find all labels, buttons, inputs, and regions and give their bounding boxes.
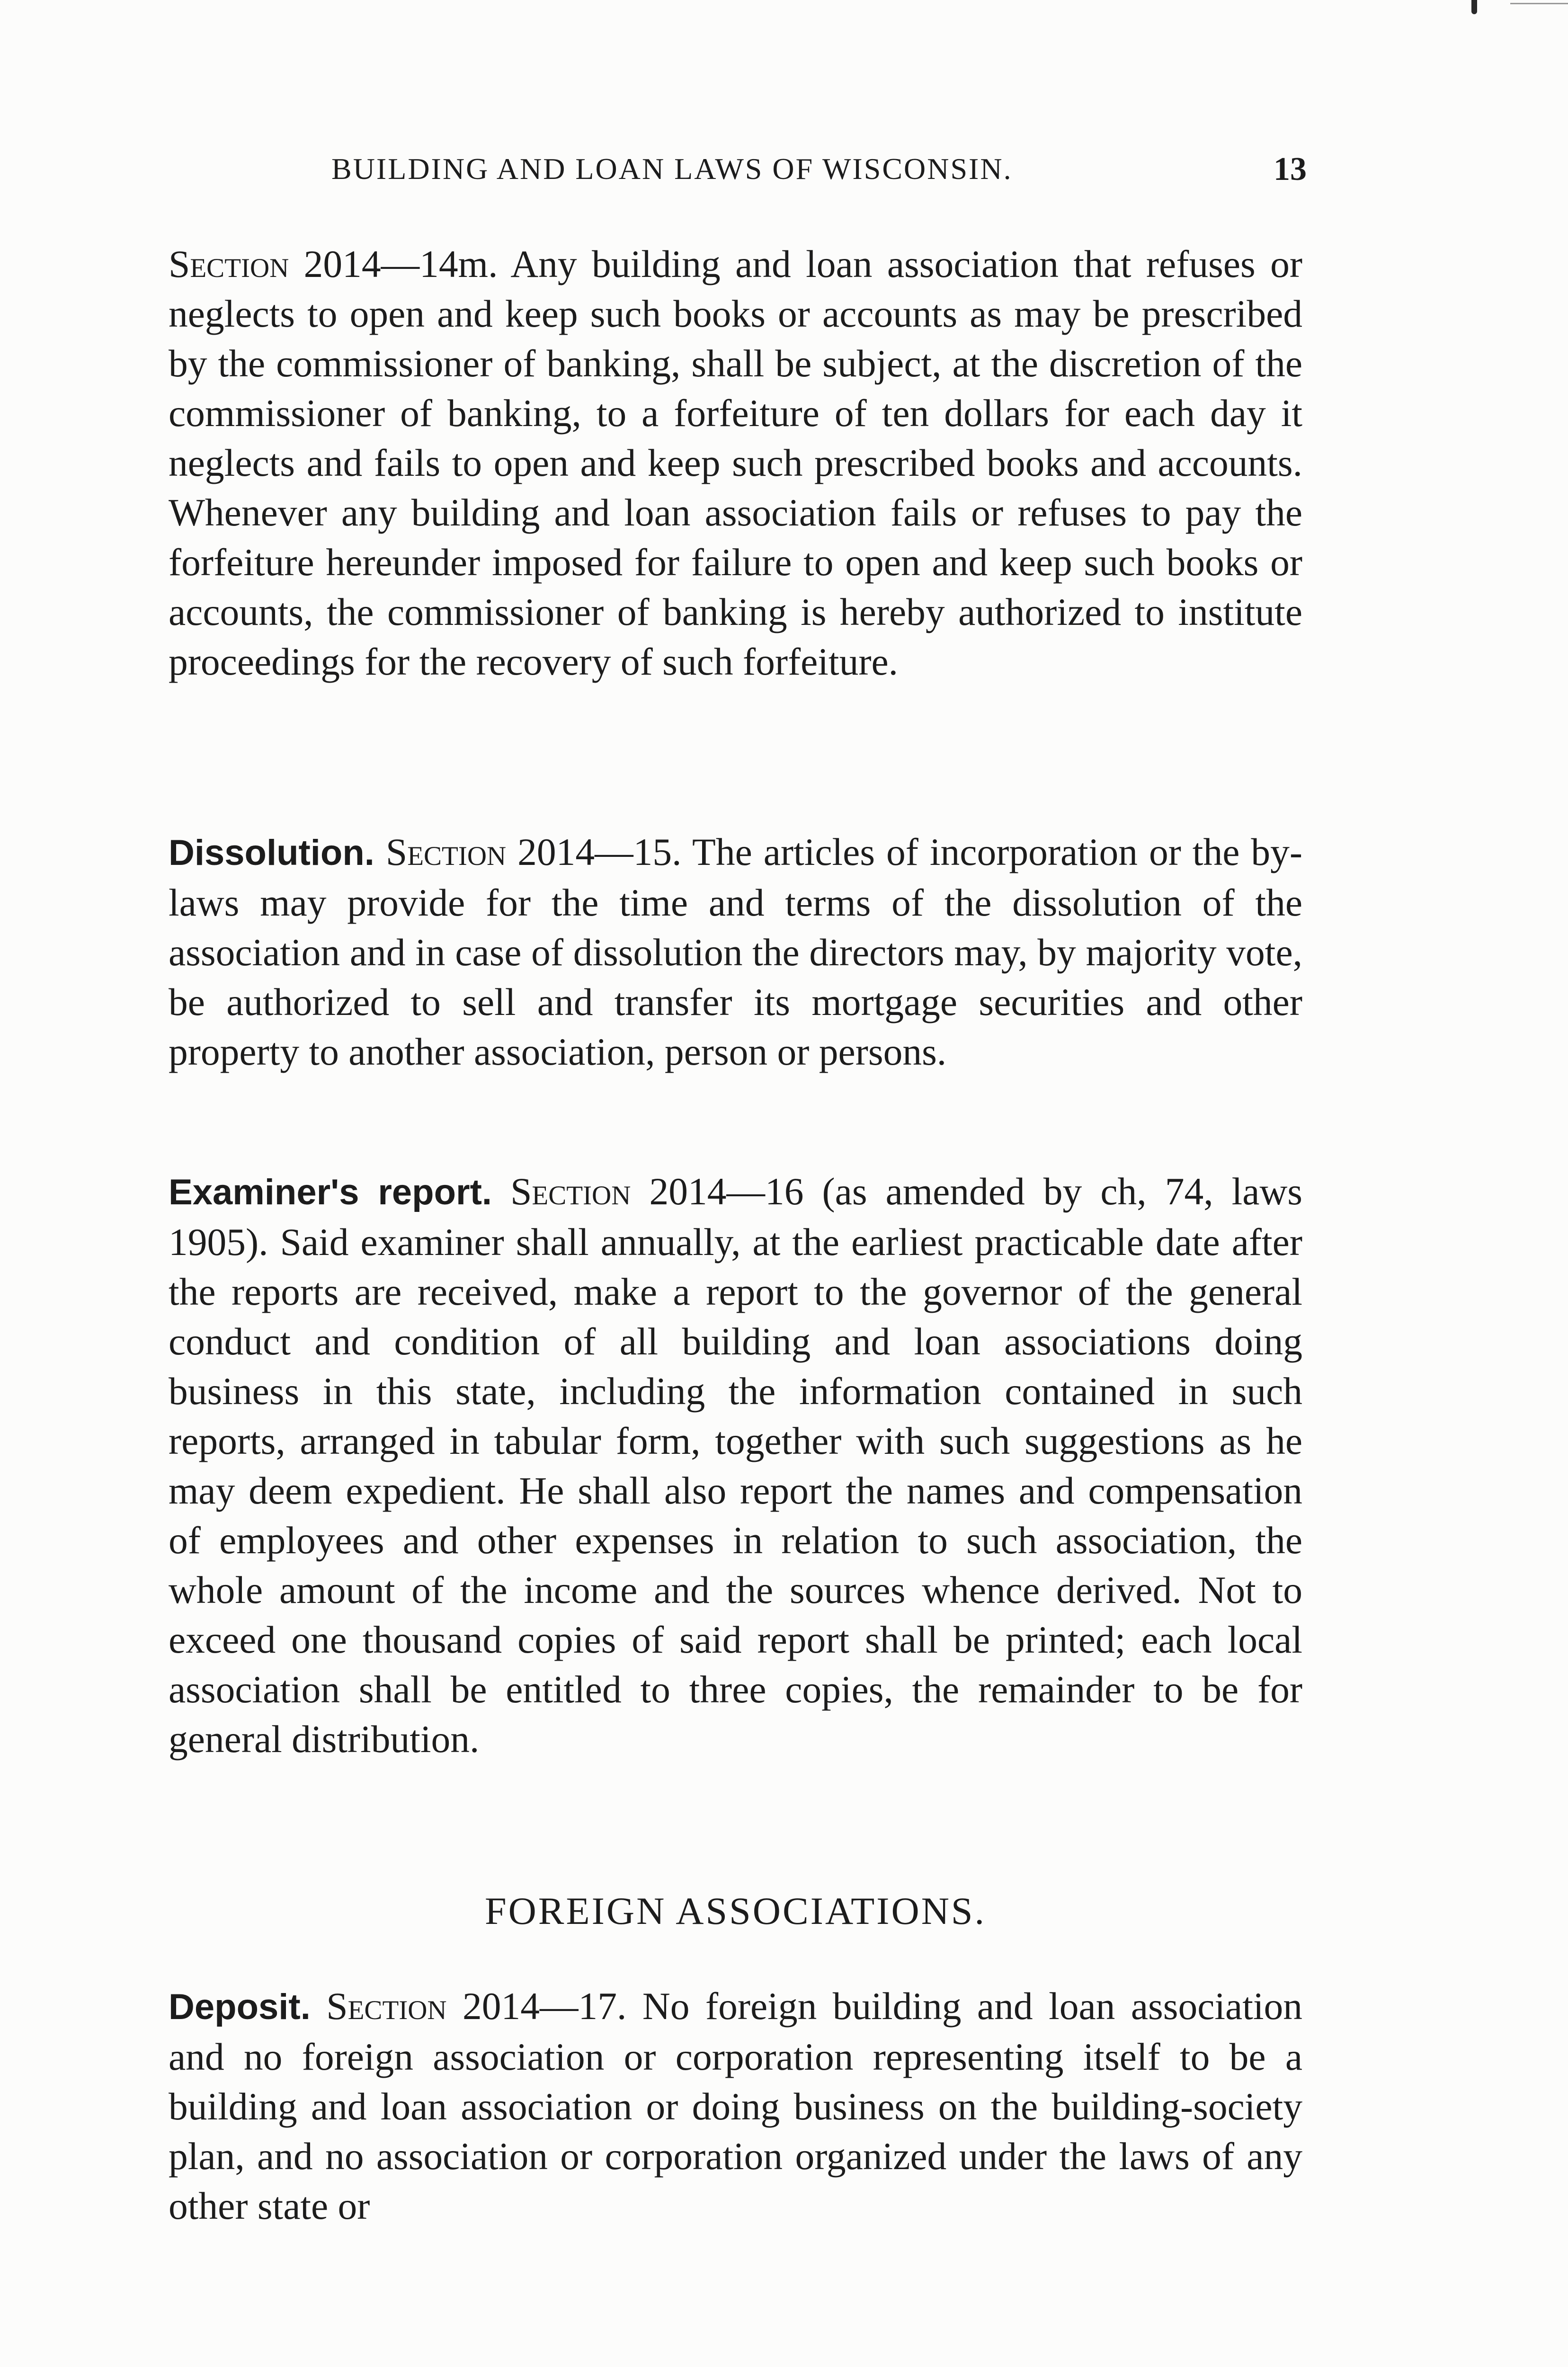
paragraph	[169, 1981, 1302, 2231]
page-number: 13	[1274, 151, 1307, 187]
section-2014-15	[169, 827, 1302, 1077]
section-number: 2014—14m.	[303, 242, 498, 285]
running-head: BUILDING AND LOAN LAWS OF WISCONSIN.	[331, 152, 1013, 186]
paragraph	[169, 239, 1302, 686]
side-heading-deposit: Deposit.	[169, 1987, 311, 2027]
section-2014-17	[169, 1981, 1302, 2231]
page-edge-line	[1510, 3, 1568, 4]
section-body: No foreign building and loan association and no foreign association or corporation representing itself to be a building and loan association or doing business on the building-society plan, and no association or corporation organized under the laws of any other state or	[169, 1984, 1302, 2227]
section-number: 2014—17.	[463, 1984, 627, 2028]
side-heading-examiners-report: Examiner's report.	[169, 1172, 492, 1212]
section-2014-14m	[169, 239, 1302, 686]
paragraph	[169, 1166, 1302, 1764]
section-number: 2014—16	[649, 1170, 804, 1213]
section-label: Section	[510, 1170, 631, 1213]
paragraph	[169, 827, 1302, 1077]
section-body: Any building and loan association that refuses or neglects to open and keep such books or accounts as may be prescribed by the commissioner of banking, shall be subject, at the discretion of the commissioner of banking, to a forfeiture of ten dollars for each day it neglects and fails to open and keep such prescribed books and accounts. Whenever any building and loan association fails or refuses to pay the forfeiture hereunder imposed for failure to open and keep such books or accounts, the commissioner of banking is hereby authorized to institute proceedings for the recovery of such forfeiture.	[169, 242, 1302, 683]
section-label: Section	[169, 242, 289, 285]
center-heading-foreign-associations: FOREIGN ASSOCIATIONS.	[484, 1889, 987, 1932]
section-body: (as amended by ch, 74, laws 1905). Said examiner shall annually, at the earliest practicable date after the reports are received, make a report to the governor of the general conduct and condition of all building and loan associations doing business in this state, including the information contained in such reports, arranged in tabular form, together with such suggestions as he may deem expedient. He shall also report the names and compensation of employees and other expenses in relation to such association, the whole amount of the income and the sources whence derived. Not to exceed one thousand copies of said report shall be printed; each local association shall be entitled to three copies, the remainder to be for general distribution.	[169, 1170, 1303, 1761]
page-edge-mark	[1471, 0, 1477, 14]
side-heading-dissolution: Dissolution.	[169, 833, 374, 873]
section-body: The articles of incorporation or the by-laws may provide for the time and terms of the dissolution of the association and in case of dissolution the directors may, by majority vote, be authorized to sell and transfer its mortgage securities and other property to another association, person or persons.	[169, 830, 1303, 1073]
section-label: Section	[385, 830, 507, 873]
section-number: 2014—15.	[517, 830, 682, 873]
section-label: Section	[326, 1984, 447, 2028]
section-2014-16	[169, 1166, 1302, 1764]
